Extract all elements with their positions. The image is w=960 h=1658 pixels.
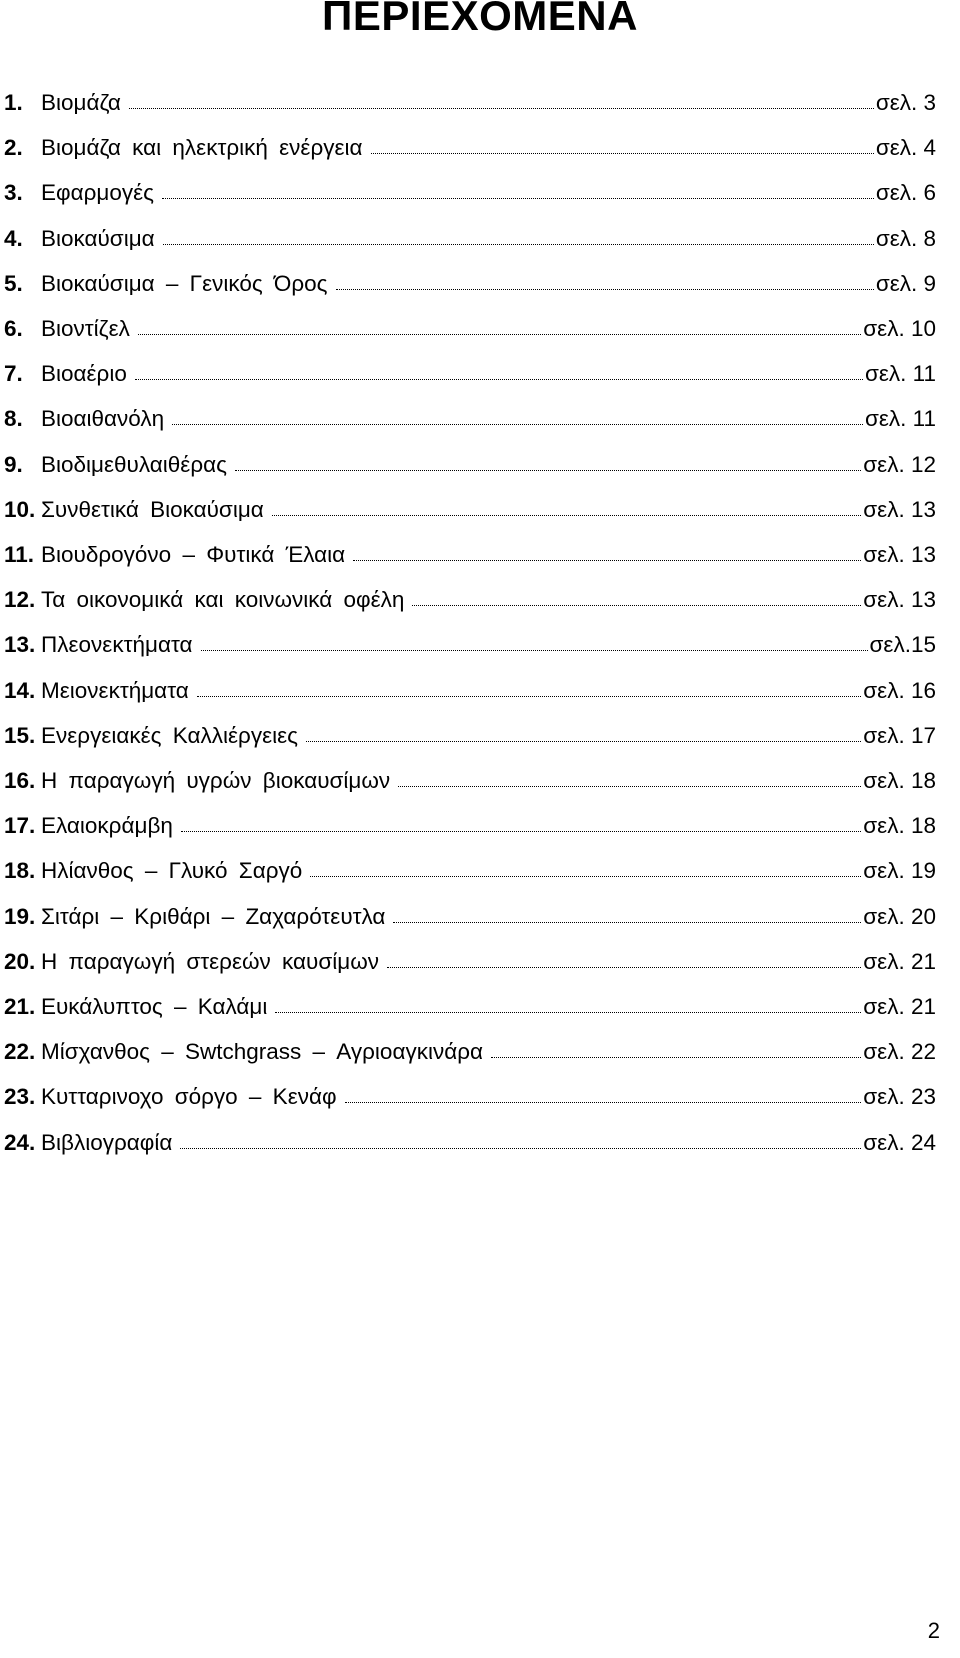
toc-entry-title: Η παραγωγή υγρών βιοκαυσίμων [41,768,391,793]
toc-entry-number: 6. [4,316,23,341]
toc-entry-number: 10. [4,496,36,522]
toc-dot-leader [412,605,861,606]
toc-entry-number: 13. [4,632,36,658]
toc-entry-line [41,134,936,162]
toc-entry-number: 14. [4,677,36,703]
toc-entry-page: σελ. 16 [863,677,936,703]
page-title: ΠΕΡΙΕΧΟΜΕΝΑ [322,0,638,39]
toc-dot-leader [180,1148,861,1149]
toc-entry-title: Βιοκαύσιμα – Γενικός Όρος [41,270,328,296]
toc-dot-leader [138,334,861,335]
toc-entry-number: 20. [4,948,36,974]
toc-dot-leader [353,560,861,561]
toc-entry-number: 2. [4,135,23,161]
toc-entry-line [41,496,936,524]
toc-dot-leader [201,650,868,651]
toc-entry [0,576,960,623]
toc-entry [0,938,960,985]
toc-entry [0,1073,960,1120]
toc-entry [0,305,960,352]
toc-entry-number: 1. [4,90,23,115]
toc-entry-title: Σιτάρι – Κριθάρι – Ζαχαρότευτλα [41,903,386,929]
toc-dot-leader [387,967,861,968]
toc-entry-number: 11. [4,542,35,567]
toc-dot-leader [163,244,874,245]
toc-entry-line [41,1129,936,1157]
toc-entry-page: σελ. 21 [863,948,936,974]
toc-entry-line [41,1083,936,1111]
toc-dot-leader [306,741,861,742]
toc-entry-title: Βιουδρογόνο – Φυτικά Έλαια [41,542,346,567]
toc-dot-leader [336,289,874,290]
toc-entry-line [41,812,936,840]
toc-entry [0,486,960,533]
toc-entry-line [41,1038,936,1066]
toc-entry-page: σελ. 13 [863,542,936,567]
toc-entry-title: Ηλίανθος – Γλυκό Σαργό [41,858,303,884]
toc-entry-page: σελ. 17 [863,722,936,748]
toc-entry-title: Βιοντίζελ [41,316,130,341]
page-number: 2 [927,1618,940,1643]
toc-entry-number: 4. [4,225,23,251]
toc-entry-page: σελ. 13 [863,496,936,522]
toc-entry [0,1119,960,1166]
toc-entry-line [41,767,936,795]
toc-dot-leader [275,1012,861,1013]
toc-entry-page: σελ. 4 [875,135,936,161]
toc-entry [0,802,960,849]
toc-entry-title: Ελαιοκράμβη [41,813,173,839]
toc-entry [0,260,960,307]
toc-entry-page: σελ. 18 [863,813,936,839]
toc-entry-title: Συνθετικά Βιοκαύσιμα [41,496,264,522]
toc-entry-title: Βιομάζα και ηλεκτρική ενέργεια [41,135,363,161]
toc-entry-line [41,993,936,1021]
toc-entry-page: σελ. 10 [863,316,936,341]
toc-dot-leader [310,876,861,877]
toc-dot-leader [398,786,861,787]
toc-entry-line [41,631,936,659]
toc-dot-leader [235,470,861,471]
toc-entry-number: 8. [4,406,23,432]
toc-entry-title: Μίσχανθος – Swtchgrass – Αγριοαγκινάρα [41,1039,484,1065]
toc-dot-leader [371,153,874,154]
toc-dot-leader [393,922,861,923]
toc-entry-title: Βιοαέριο [41,361,127,387]
toc-entry-number: 15. [4,722,36,748]
toc-entry-number: 12. [4,587,36,613]
toc-entry-title: Βιοαιθανόλη [41,406,165,432]
toc-entry-line [41,451,936,479]
toc-entry-line [41,541,936,569]
toc-entry-page: σελ. 3 [875,90,936,115]
toc-dot-leader [197,696,862,697]
toc-entry [0,621,960,668]
toc-entry-title: Βιβλιογραφία [41,1129,173,1155]
toc-entry-line [41,270,936,298]
toc-entry [0,441,960,488]
toc-entry-number: 7. [4,361,23,387]
toc-entry-page: σελ. 24 [863,1129,936,1155]
toc-entry [0,124,960,171]
toc-entry-page: σελ. 9 [875,270,936,296]
toc-entry-number: 21. [4,994,36,1019]
toc-entry [0,350,960,397]
toc-entry-line [41,948,936,976]
toc-entry-number: 16. [4,768,36,793]
toc-entry-page: σελ. 6 [875,180,936,206]
toc-entry-number: 23. [4,1084,36,1110]
toc-entry-page: σελ. 11 [864,406,936,432]
toc-entry-page: σελ. 13 [863,587,936,613]
toc-entry-number: 19. [4,903,36,929]
toc-entry-line [41,360,936,388]
toc-entry [0,169,960,216]
toc-entry [0,847,960,894]
toc-dot-leader [172,424,863,425]
toc-entry-page: σελ. 23 [863,1084,936,1110]
toc-entry [0,893,960,940]
toc-entry-page: σελ.15 [869,632,936,658]
toc-entry [0,667,960,714]
toc-dot-leader [135,379,863,380]
toc-entry-title: Εφαρμογές [41,180,155,206]
toc-dot-leader [129,108,874,109]
toc-entry-line [41,315,936,343]
toc-entry-number: 22. [4,1039,36,1065]
toc-entry-number: 9. [4,451,23,477]
toc-entry [0,1028,960,1075]
toc-entry-page: σελ. 12 [863,451,936,477]
toc-entry-title: Ευκάλυπτος – Καλάμι [41,994,268,1019]
toc-entry-page: σελ. 18 [863,768,936,793]
toc-entry-title: Βιομάζα [41,90,121,115]
toc-entry-line [41,722,936,750]
toc-entry-line [41,179,936,207]
toc-entry-line [41,89,936,117]
toc-entry-number: 3. [4,180,23,206]
toc-dot-leader [272,515,862,516]
toc-entry-title: Τα οικονομικά και κοινωνικά οφέλη [41,587,405,613]
toc-entry-page: σελ. 11 [864,361,936,387]
toc-entry [0,983,960,1030]
toc-entry-page: σελ. 19 [863,858,936,884]
toc-entry-number: 5. [4,270,23,296]
toc-dot-leader [162,198,874,199]
toc-entry-page: σελ. 8 [875,225,936,251]
toc-entry-line [41,225,936,253]
toc-entry-title: Πλεονεκτήματα [41,632,193,658]
toc-entry-title: Ενεργειακές Καλλιέργειες [41,722,298,748]
toc-entry-page: σελ. 22 [863,1039,936,1065]
toc-dot-leader [181,831,861,832]
toc-dot-leader [345,1102,862,1103]
toc-entry-title: Μειονεκτήματα [41,677,189,703]
toc-entry-title: Κυτταρινοχο σόργο – Κενάφ [41,1084,337,1110]
toc-entry-line [41,903,936,931]
toc-entry [0,712,960,759]
toc-entry [0,215,960,262]
toc-entry [0,757,960,804]
toc-dot-leader [491,1057,861,1058]
toc-entry-title: Η παραγωγή στερεών καυσίμων [41,948,380,974]
toc-entry [0,531,960,578]
toc-entry-line [41,586,936,614]
toc-entry-line [41,857,936,885]
toc-entry [0,79,960,126]
toc-entry-title: Βιοδιμεθυλαιθέρας [41,451,227,477]
toc-entry-title: Βιοκαύσιμα [41,225,155,251]
toc-entry-number: 18. [4,858,36,884]
toc-entry-line [41,405,936,433]
toc-entry-page: σελ. 20 [863,903,936,929]
toc-entry-number: 17. [4,813,36,839]
toc-entry [0,395,960,442]
toc-entry-number: 24. [4,1129,36,1155]
toc-entry-page: σελ. 21 [863,994,936,1019]
toc-entry-line [41,677,936,705]
